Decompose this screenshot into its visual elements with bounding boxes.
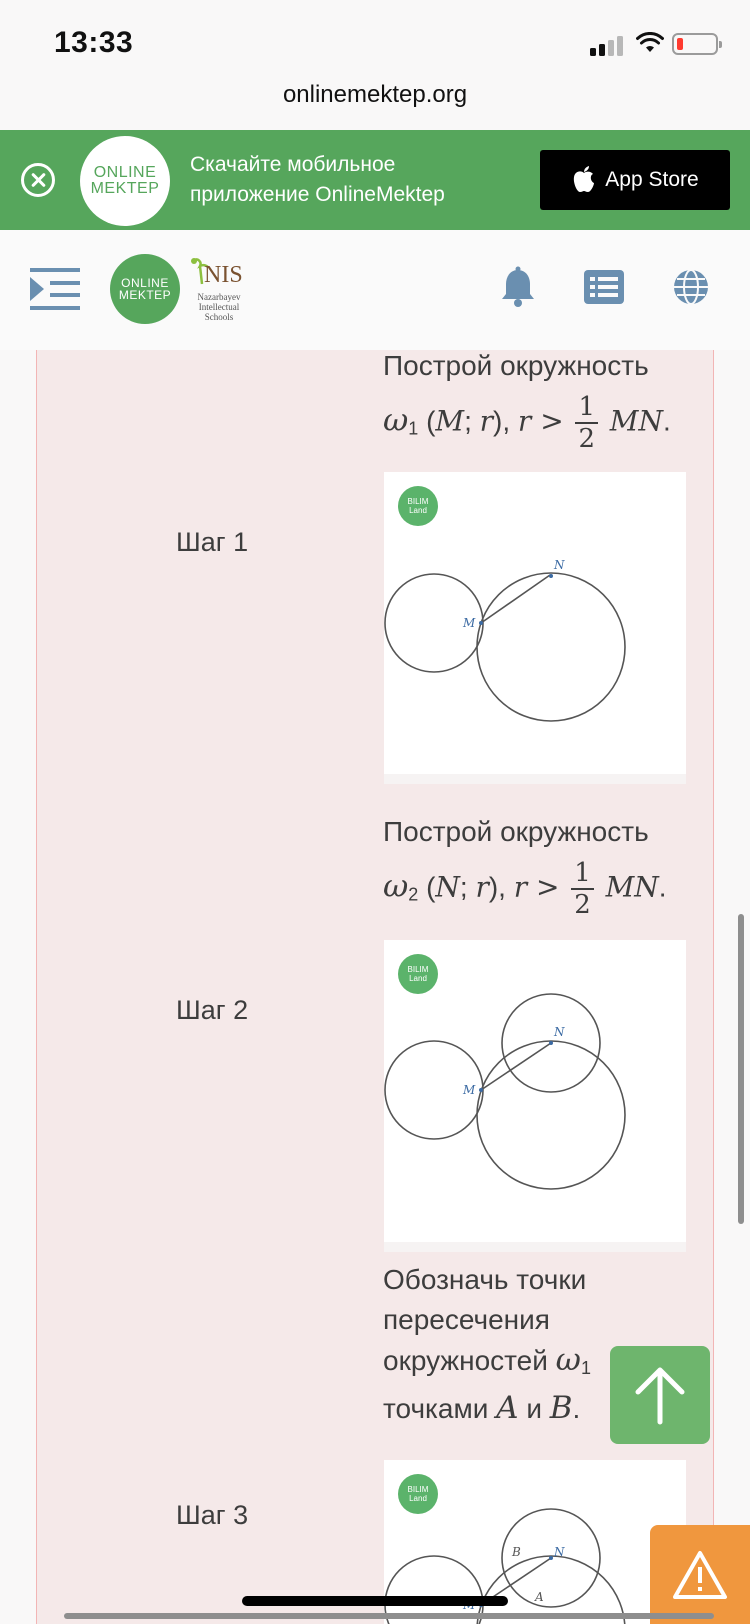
- frac-num: 1: [571, 858, 594, 890]
- url-bar[interactable]: onlinemektep.org: [282, 81, 468, 108]
- step-desc-text: точками: [383, 1393, 489, 1424]
- point-label-n: N: [554, 1545, 565, 1559]
- math-point-b: B: [549, 1390, 573, 1426]
- globe-icon[interactable]: [672, 268, 710, 306]
- wifi-icon: [636, 32, 664, 54]
- step-label: Шаг 1: [176, 527, 249, 557]
- math-radius: r: [479, 404, 494, 438]
- figure-strip: [384, 774, 686, 784]
- banner-text: Скачайте мобильное приложение OnlineMektep: [190, 153, 445, 206]
- math-sub: 1: [408, 418, 419, 439]
- math-ineq: r >: [517, 404, 564, 438]
- logo-line: ONLINE: [93, 164, 157, 181]
- close-circle-icon[interactable]: [21, 163, 55, 197]
- math-segment: MN: [609, 404, 663, 438]
- math-omega: ω: [383, 868, 409, 905]
- point-label-a: A: [535, 1590, 544, 1604]
- appstore-label: App Store: [605, 168, 699, 191]
- step-desc-text: окружностей: [383, 1345, 548, 1376]
- badge-line: Land: [409, 1494, 427, 1503]
- site-logo[interactable]: [110, 254, 180, 324]
- nis-sub-line: Intellectual: [198, 302, 240, 312]
- vertical-scrollbar[interactable]: [738, 914, 744, 1224]
- step-desc-text: и: [526, 1393, 542, 1424]
- menu-icon[interactable]: [30, 266, 80, 312]
- step-row: [37, 800, 715, 1260]
- horizontal-scrollbar[interactable]: [64, 1613, 714, 1619]
- logo-line: MEKTEP: [118, 288, 172, 302]
- arrow-up-icon: [610, 1346, 710, 1444]
- step-label: Шаг 3: [176, 1500, 249, 1530]
- battery-icon: [672, 33, 718, 55]
- badge-line: Land: [409, 974, 427, 983]
- step-desc-text: пересечения: [383, 1304, 550, 1335]
- logo-line: ONLINE: [121, 276, 169, 290]
- math-point: N: [435, 870, 460, 904]
- math-sub: 2: [408, 884, 419, 905]
- bell-icon[interactable]: [500, 266, 536, 308]
- status-time: 13:33: [54, 26, 134, 59]
- nis-title: NIS: [204, 262, 243, 288]
- math-omega: ω: [555, 1342, 581, 1378]
- math-fraction: [571, 858, 594, 920]
- badge-line: BILIM: [407, 497, 429, 506]
- appstore-button[interactable]: [540, 150, 730, 210]
- math-sub: 1: [580, 1358, 591, 1378]
- step-figure: [384, 940, 686, 1252]
- math-segment: MN: [605, 870, 659, 904]
- site-header: [0, 230, 750, 350]
- frac-num: 1: [575, 392, 598, 424]
- report-error-button[interactable]: [650, 1525, 750, 1624]
- logo-line: MEKTEP: [90, 180, 160, 197]
- math-radius: r: [475, 870, 489, 904]
- step-desc-text: Построй окружность: [383, 816, 649, 847]
- step-desc-text: Построй окружность: [383, 350, 649, 381]
- step-formula: $\omega_1$ (M; r), r > $\frac{1}{2}$ MN.: [383, 392, 671, 454]
- scroll-to-top-button[interactable]: [610, 1346, 710, 1444]
- signal-icon: [590, 34, 626, 56]
- math-omega: ω: [383, 402, 409, 439]
- math-point: M: [435, 404, 465, 438]
- step-description: [383, 346, 683, 454]
- nis-sub-line: Nazarbayev: [197, 292, 241, 302]
- app-download-banner: [0, 130, 750, 230]
- construction-drawing: [384, 472, 686, 784]
- math-point-a: A: [496, 1390, 519, 1426]
- step-row: [37, 350, 715, 790]
- home-indicator: [242, 1596, 508, 1606]
- figure-strip: [384, 1242, 686, 1252]
- construction-drawing: [384, 940, 686, 1252]
- step-desc-line: точками A и B.: [383, 1390, 581, 1426]
- badge-line: BILIM: [407, 1485, 429, 1494]
- badge-line: BILIM: [407, 965, 429, 974]
- frac-den: 2: [578, 424, 595, 454]
- point-label-b: B: [512, 1545, 521, 1559]
- math-fraction: [575, 392, 598, 454]
- point-label-m: M: [463, 1083, 476, 1097]
- apple-icon: [571, 165, 597, 195]
- nis-logo[interactable]: [184, 256, 254, 326]
- warning-icon: [650, 1525, 750, 1624]
- status-bar: [0, 0, 750, 80]
- math-ineq: r >: [513, 870, 560, 904]
- nis-subtitle: [184, 292, 254, 322]
- frac-den: 2: [574, 890, 591, 920]
- step-description: [383, 812, 683, 920]
- point-label-n: N: [554, 1025, 565, 1039]
- step-figure: [384, 472, 686, 784]
- banner-logo: [80, 136, 170, 226]
- step-label: Шаг 2: [176, 995, 249, 1025]
- list-icon[interactable]: [584, 270, 624, 304]
- step-formula: $\omega_2$ (N; r), r > $\frac{1}{2}$ MN.: [383, 858, 667, 920]
- nis-sub-line: Schools: [204, 312, 234, 322]
- point-label-n: N: [554, 558, 565, 572]
- step-desc-text: Обозначь точки: [383, 1264, 587, 1295]
- point-label-m: M: [463, 616, 476, 630]
- badge-line: Land: [409, 506, 427, 515]
